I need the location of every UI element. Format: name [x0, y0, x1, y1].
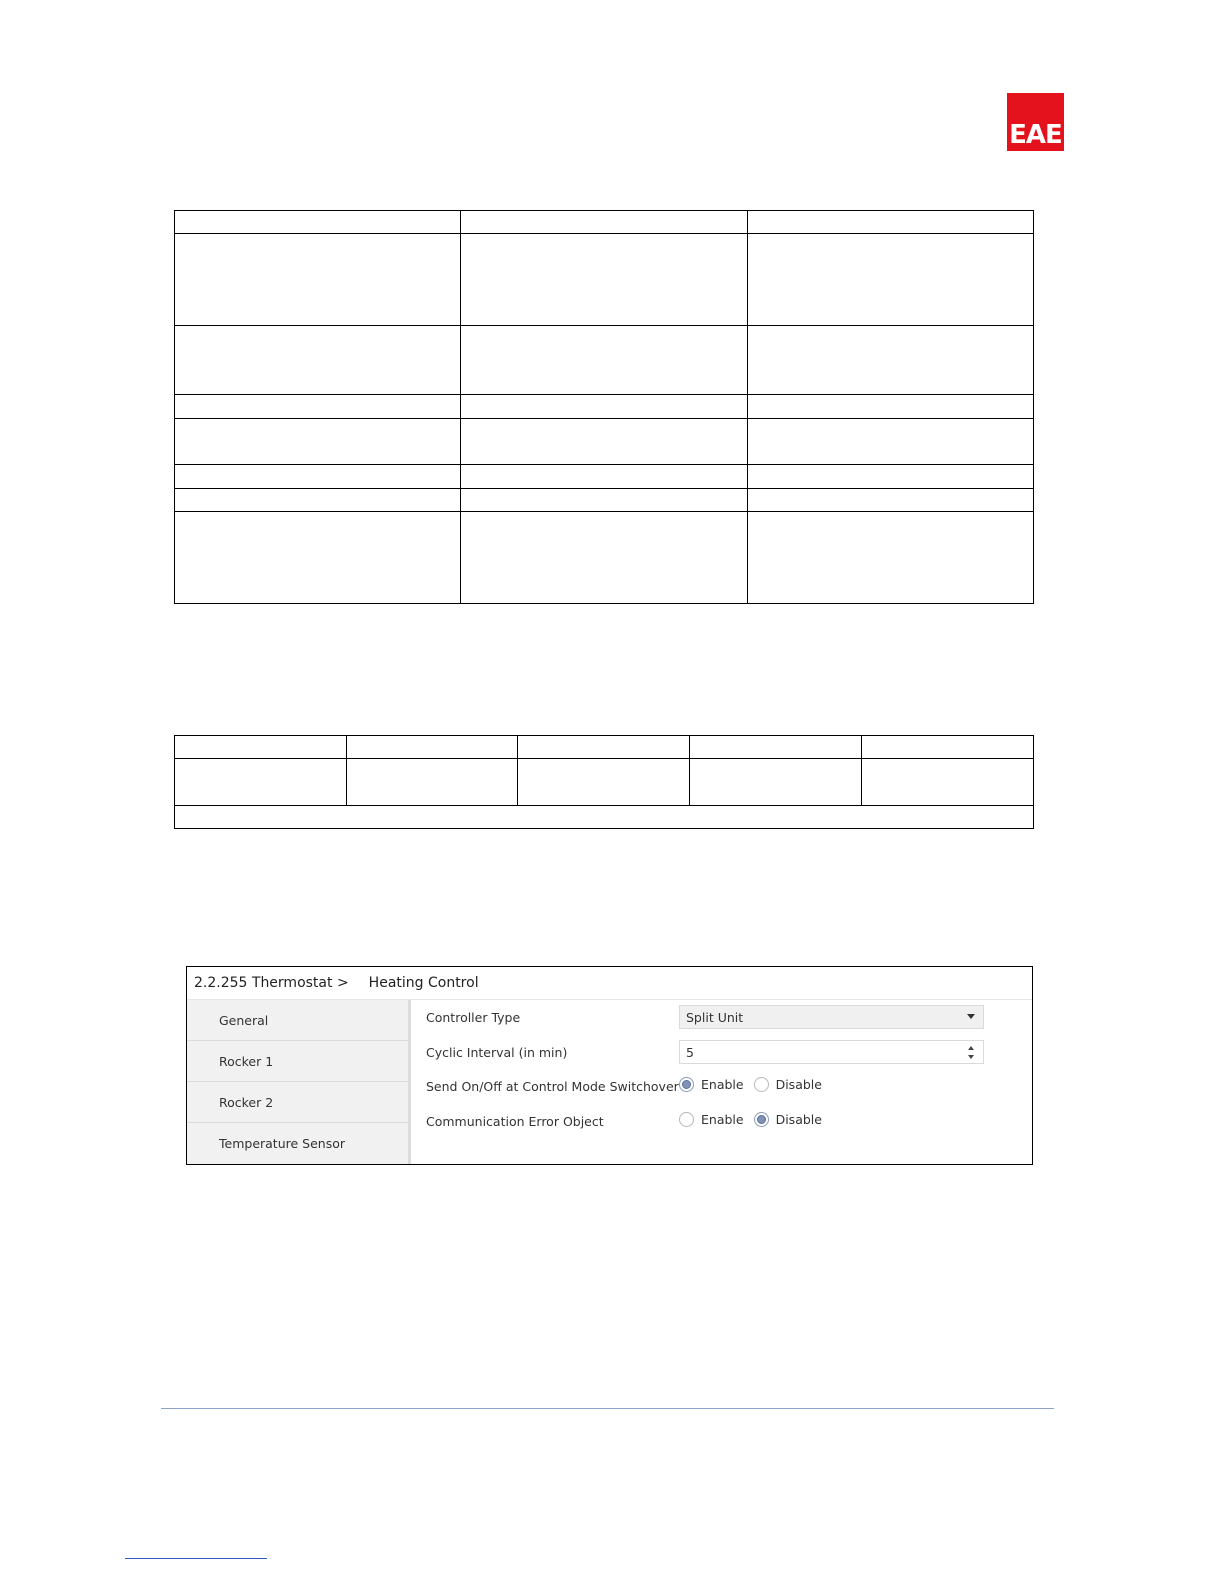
- spin-down-icon[interactable]: [968, 1055, 974, 1059]
- send-onoff-label: Send On/Off at Control Mode Switchover: [426, 1079, 679, 1094]
- send-onoff-enable-radio[interactable]: [679, 1077, 744, 1092]
- comm-error-enable-radio[interactable]: [679, 1112, 744, 1127]
- radio-unselected-icon: [679, 1112, 694, 1127]
- comm-error-disable-radio[interactable]: [754, 1112, 822, 1127]
- radio-label: Disable: [775, 1077, 822, 1092]
- sidebar: [187, 1000, 411, 1164]
- radio-label: Enable: [701, 1112, 744, 1127]
- table-row: [175, 419, 1034, 465]
- panel-header: [187, 967, 1032, 1000]
- table-row: [175, 326, 1034, 395]
- table-row: [175, 759, 1034, 806]
- footer-link-underline[interactable]: [125, 1558, 267, 1559]
- radio-unselected-icon: [754, 1077, 769, 1092]
- table-row: [175, 465, 1034, 489]
- eae-logo: EAE: [1007, 93, 1064, 151]
- comm-error-label: Communication Error Object: [426, 1114, 604, 1129]
- table-row: [175, 489, 1034, 512]
- footer-divider: [161, 1408, 1054, 1409]
- table-row: [175, 512, 1034, 604]
- send-onoff-disable-radio[interactable]: [754, 1077, 822, 1092]
- comm-error-radio-group: [679, 1112, 832, 1127]
- radio-selected-icon: [679, 1077, 694, 1092]
- controller-type-select[interactable]: [679, 1005, 984, 1029]
- breadcrumb[interactable]: 2.2.255 Thermostat >: [194, 975, 349, 991]
- chevron-down-icon: [967, 1014, 975, 1019]
- object-table-empty: [174, 735, 1034, 829]
- cyclic-interval-stepper[interactable]: [679, 1040, 984, 1064]
- controller-type-value: Split Unit: [686, 1009, 744, 1025]
- table-row: [175, 806, 1034, 829]
- table-row: [175, 234, 1034, 326]
- sidebar-item-temperature-sensor[interactable]: Temperature Sensor: [219, 1136, 346, 1151]
- table-row: [175, 395, 1034, 419]
- spin-up-icon[interactable]: [968, 1046, 974, 1050]
- radio-selected-icon: [754, 1112, 769, 1127]
- radio-label: Enable: [701, 1077, 744, 1092]
- radio-label: Disable: [775, 1112, 822, 1127]
- sidebar-item-rocker-2[interactable]: Rocker 2: [187, 1082, 408, 1123]
- table-row: [175, 736, 1034, 759]
- parameter-table-empty: [174, 210, 1034, 604]
- send-onoff-radio-group: [679, 1077, 832, 1092]
- table-row: [175, 211, 1034, 234]
- sidebar-item-rocker-1[interactable]: Rocker 1: [187, 1041, 408, 1082]
- sidebar-item-general[interactable]: General: [187, 1000, 408, 1041]
- cyclic-interval-label: Cyclic Interval (in min): [426, 1045, 568, 1060]
- cyclic-interval-value: 5: [686, 1044, 694, 1060]
- controller-type-label: Controller Type: [426, 1010, 521, 1025]
- page-title: Heating Control: [368, 975, 479, 991]
- ets-parameter-window: [186, 966, 1033, 1165]
